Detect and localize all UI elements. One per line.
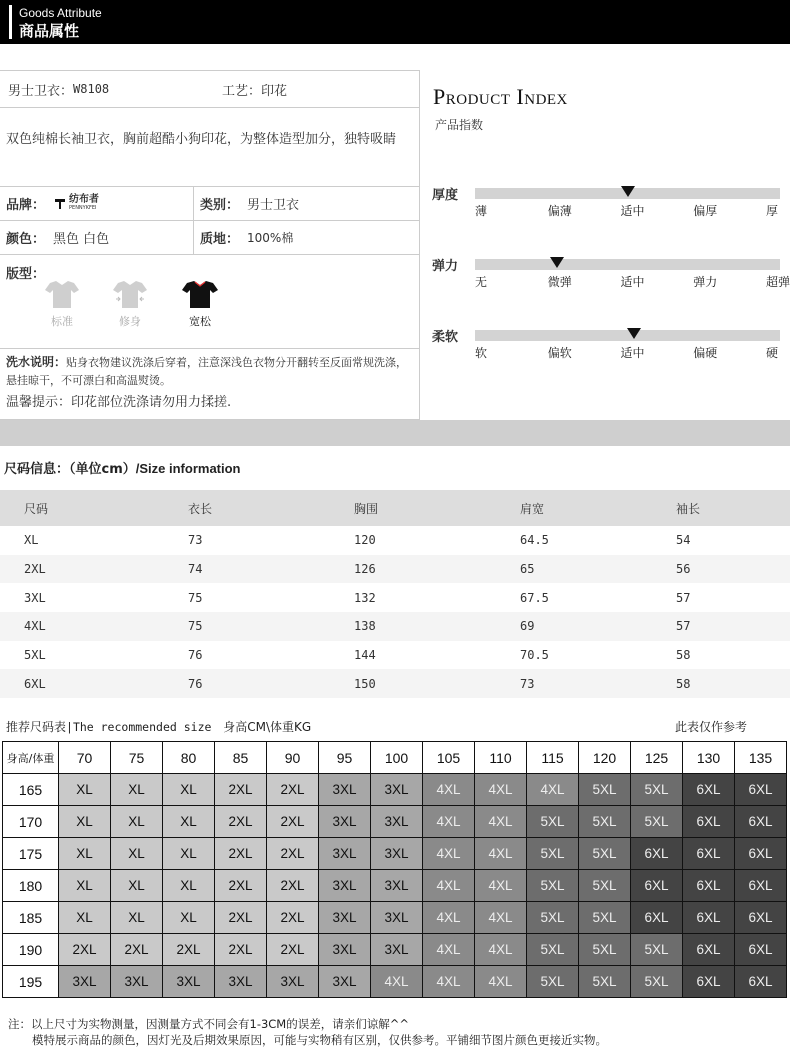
grid-weight-header: 100: [371, 742, 423, 774]
grid-size-cell: 3XL: [319, 838, 371, 870]
size-table-cell: 2XL: [24, 562, 46, 577]
grid-size-cell: 5XL: [527, 870, 579, 902]
footnote-line-1: 注：以上尺寸为实物测量，因测量方式不同会有1-3CM的误差，请亲们谅解^^: [8, 1017, 410, 1031]
fit-loose-label: 宽松: [189, 315, 211, 328]
grid-size-cell: 2XL: [215, 774, 267, 806]
grid-size-cell: XL: [111, 806, 163, 838]
color-value: 黑色 白色: [53, 232, 110, 247]
brand-cell: [6, 187, 194, 220]
grid-weight-header: 120: [579, 742, 631, 774]
category-cell: [200, 187, 299, 220]
grid-size-cell: 3XL: [319, 870, 371, 902]
grid-size-cell: XL: [163, 870, 215, 902]
recommend-title-unit: 身高CM\体重KG: [223, 720, 312, 734]
gauge-name: 厚度: [432, 188, 459, 203]
grid-size-cell: 2XL: [163, 934, 215, 966]
header-title-cn: 商品属性: [19, 22, 80, 40]
product-index-subtitle: 产品指数: [435, 118, 484, 132]
grid-row: [3, 934, 787, 966]
grid-size-cell: XL: [111, 902, 163, 934]
grid-size-cell: 3XL: [371, 934, 423, 966]
section-divider-bar: [0, 420, 790, 446]
grid-size-cell: 5XL: [527, 902, 579, 934]
grid-size-cell: 3XL: [215, 966, 267, 998]
size-table-cell: 57: [676, 590, 691, 605]
attr-row-brand: [0, 187, 419, 221]
wash-label: 洗水说明：: [6, 355, 67, 369]
grid-size-cell: 5XL: [631, 966, 683, 998]
gauge-tick: 超弹: [766, 275, 790, 289]
grid-height-header: 195: [3, 966, 59, 998]
size-table: [0, 490, 790, 698]
attr-row-product: [0, 71, 419, 108]
grid-size-cell: XL: [111, 870, 163, 902]
size-table-cell: 138: [354, 619, 376, 634]
grid-size-cell: 6XL: [735, 806, 787, 838]
grid-weight-header: 130: [683, 742, 735, 774]
shirt-loose-icon: [182, 279, 218, 309]
shirt-standard-icon: [44, 279, 80, 309]
fit-option-standard: [40, 279, 84, 329]
grid-weight-header: 110: [475, 742, 527, 774]
grid-size-cell: XL: [111, 774, 163, 806]
size-info-title-cn: 尺码信息：（单位cm）: [4, 462, 136, 477]
product-code: W8108: [73, 82, 110, 96]
wash-text: 贴身衣物建议洗涤后穿着，注意深浅色衣物分开翻转至反面常规洗涤，悬挂晾干，不可漂白和高温熨烫。: [6, 356, 408, 387]
grid-size-cell: 5XL: [527, 966, 579, 998]
grid-weight-header: 85: [215, 742, 267, 774]
grid-size-cell: XL: [59, 870, 111, 902]
recommend-title: [6, 718, 311, 735]
grid-size-cell: 4XL: [527, 774, 579, 806]
category-value: 男士卫衣: [247, 198, 300, 213]
size-table-cell: 57: [676, 619, 691, 634]
color-label: 颜色：: [6, 232, 46, 247]
grid-height-header: 175: [3, 838, 59, 870]
size-table-header-cell: 衣长: [188, 501, 213, 516]
care-tip: 温馨提示：印花部位洗涤请勿用力揉搓.: [6, 395, 232, 410]
grid-size-cell: 5XL: [579, 870, 631, 902]
grid-row: [3, 838, 787, 870]
header-accent-bar: [9, 5, 12, 39]
color-cell: [6, 221, 194, 254]
grid-size-cell: XL: [163, 806, 215, 838]
grid-size-cell: 3XL: [371, 902, 423, 934]
attribute-table: [0, 70, 420, 420]
size-table-cell: 4XL: [24, 619, 46, 634]
grid-height-header: 170: [3, 806, 59, 838]
craft-value: 印花: [261, 83, 288, 99]
grid-size-cell: 2XL: [111, 934, 163, 966]
grid-weight-header: 90: [267, 742, 319, 774]
size-table-cell: 76: [188, 676, 203, 691]
grid-size-cell: 3XL: [319, 902, 371, 934]
gauge-track: [475, 188, 780, 199]
header-title-en: Goods Attribute: [19, 6, 102, 20]
grid-size-cell: 5XL: [579, 838, 631, 870]
grid-size-cell: 3XL: [59, 966, 111, 998]
attr-row-fit: [0, 255, 419, 349]
grid-size-cell: 5XL: [527, 934, 579, 966]
size-table-cell: 75: [188, 590, 203, 605]
size-table-row: [0, 526, 790, 555]
grid-size-cell: 3XL: [371, 806, 423, 838]
section-header: [0, 0, 790, 44]
shirt-slim-icon: [112, 279, 148, 309]
gauge-tick: 硬: [766, 346, 779, 360]
grid-size-cell: 4XL: [475, 966, 527, 998]
grid-size-cell: 5XL: [579, 966, 631, 998]
grid-size-cell: 2XL: [267, 838, 319, 870]
grid-size-cell: 2XL: [267, 902, 319, 934]
grid-size-cell: XL: [59, 774, 111, 806]
grid-weight-header: 80: [163, 742, 215, 774]
grid-size-cell: 2XL: [215, 806, 267, 838]
grid-size-cell: XL: [163, 902, 215, 934]
gauge-track: [475, 330, 780, 341]
brand-sub: PENNYKFEI: [69, 204, 97, 211]
size-table-header-cell: 袖长: [676, 501, 701, 516]
grid-row: [3, 966, 787, 998]
gauge-tick: 厚: [766, 204, 779, 218]
grid-weight-header: 70: [59, 742, 111, 774]
grid-size-cell: 3XL: [319, 774, 371, 806]
gauge-tick: 偏硬: [693, 346, 718, 360]
gauge-tick: 偏软: [547, 346, 572, 360]
fit-option-loose: [178, 279, 222, 329]
grid-weight-header: 135: [735, 742, 787, 774]
grid-weight-header: 75: [111, 742, 163, 774]
grid-size-cell: 4XL: [423, 838, 475, 870]
grid-size-cell: 6XL: [735, 966, 787, 998]
size-table-cell: 65: [520, 562, 535, 577]
grid-size-cell: 3XL: [267, 966, 319, 998]
size-table-cell: 64.5: [520, 533, 549, 548]
gauge-name: 柔软: [432, 330, 459, 345]
grid-size-cell: 5XL: [579, 774, 631, 806]
category-label: 类别：: [200, 198, 240, 213]
attr-row-description: [0, 108, 419, 187]
brand-logo-icon: [53, 197, 67, 211]
grid-size-cell: 3XL: [163, 966, 215, 998]
material-value: 100%棉: [247, 231, 294, 245]
brand-label: 品牌：: [6, 198, 46, 213]
size-table-header-row: [0, 490, 790, 526]
size-table-cell: 54: [676, 533, 691, 548]
size-table-cell: 5XL: [24, 648, 46, 663]
gauge-tick: 适中: [620, 275, 645, 289]
grid-height-header: 190: [3, 934, 59, 966]
grid-size-cell: 4XL: [423, 966, 475, 998]
gauge-elasticity: [420, 255, 790, 295]
gauge-marker: [627, 328, 641, 339]
size-table-cell: 132: [354, 590, 376, 605]
grid-size-cell: 3XL: [111, 966, 163, 998]
fit-standard-label: 标准: [51, 315, 73, 328]
gauge-marker: [621, 186, 635, 197]
grid-weight-header: 115: [527, 742, 579, 774]
grid-size-cell: 5XL: [631, 774, 683, 806]
gauge-tick: 偏厚: [693, 204, 718, 218]
product-label: 男士卫衣：: [8, 83, 74, 99]
grid-size-cell: 6XL: [683, 806, 735, 838]
grid-size-cell: XL: [59, 838, 111, 870]
grid-height-header: 180: [3, 870, 59, 902]
material-cell: [200, 221, 293, 254]
grid-size-cell: 5XL: [527, 838, 579, 870]
size-table-row: [0, 612, 790, 641]
grid-size-cell: 6XL: [683, 934, 735, 966]
size-table-header-cell: 肩宽: [520, 501, 545, 516]
size-info-title-en: /Size information: [135, 461, 241, 476]
grid-size-cell: 5XL: [579, 806, 631, 838]
gauge-softness: [420, 326, 790, 366]
grid-size-cell: 6XL: [683, 966, 735, 998]
grid-size-cell: 3XL: [371, 838, 423, 870]
grid-size-cell: 6XL: [735, 774, 787, 806]
product-index-title: Product Index: [433, 84, 568, 109]
grid-corner-cell: 身高/体重: [3, 742, 59, 774]
material-label: 质地：: [200, 232, 240, 247]
grid-size-cell: 2XL: [215, 902, 267, 934]
brand-name: 纺布者: [69, 193, 100, 205]
gauge-marker: [550, 257, 564, 268]
grid-size-cell: 3XL: [319, 806, 371, 838]
size-table-cell: 56: [676, 562, 691, 577]
fit-label: 版型：: [6, 267, 46, 282]
size-table-row: [0, 641, 790, 670]
grid-size-cell: 3XL: [371, 774, 423, 806]
grid-size-cell: 2XL: [215, 870, 267, 902]
size-table-cell: 70.5: [520, 648, 549, 663]
grid-size-cell: 3XL: [371, 870, 423, 902]
gauge-tick: 适中: [620, 346, 645, 360]
grid-size-cell: 2XL: [215, 934, 267, 966]
recommend-title-en: |The recommended size: [66, 720, 212, 734]
craft-label: 工艺：: [222, 83, 262, 99]
size-table-cell: 58: [676, 676, 691, 691]
size-table-cell: 150: [354, 676, 376, 691]
grid-header-row: [3, 742, 787, 774]
size-table-cell: 67.5: [520, 590, 549, 605]
gauge-tick: 软: [475, 346, 488, 360]
grid-size-cell: 4XL: [475, 806, 527, 838]
attr-row-color: [0, 221, 419, 255]
fit-slim-label: 修身: [119, 315, 141, 328]
gauge-track: [475, 259, 780, 270]
size-table-cell: XL: [24, 533, 39, 548]
grid-size-cell: 3XL: [319, 934, 371, 966]
grid-size-cell: 4XL: [423, 774, 475, 806]
gauge-tick: 微弹: [547, 275, 572, 289]
grid-row: [3, 902, 787, 934]
grid-size-cell: 6XL: [735, 838, 787, 870]
grid-size-cell: 2XL: [267, 934, 319, 966]
grid-size-cell: 6XL: [631, 902, 683, 934]
gauge-tick: 偏薄: [547, 204, 572, 218]
grid-size-cell: 4XL: [475, 902, 527, 934]
grid-size-cell: 2XL: [267, 806, 319, 838]
size-table-cell: 120: [354, 533, 376, 548]
grid-size-cell: 5XL: [579, 902, 631, 934]
grid-size-cell: 6XL: [735, 870, 787, 902]
size-table-cell: 58: [676, 648, 691, 663]
grid-size-cell: 4XL: [423, 806, 475, 838]
grid-size-cell: 6XL: [631, 838, 683, 870]
grid-row: [3, 806, 787, 838]
grid-height-header: 165: [3, 774, 59, 806]
gauge-tick: 弹力: [693, 275, 718, 289]
grid-size-cell: 4XL: [475, 870, 527, 902]
product-code-cell: [8, 71, 109, 107]
grid-weight-header: 105: [423, 742, 475, 774]
size-table-header-cell: 胸围: [354, 501, 379, 516]
grid-height-header: 185: [3, 902, 59, 934]
size-table-cell: 74: [188, 562, 203, 577]
grid-size-cell: 5XL: [579, 934, 631, 966]
gauge-name: 弹力: [432, 259, 459, 274]
size-info-title: [4, 458, 241, 477]
grid-size-cell: 4XL: [475, 934, 527, 966]
product-description: 双色纯棉长袖卫衣，胸前超酷小狗印花，为整体造型加分，独特吸睛: [6, 132, 397, 147]
size-table-cell: 69: [520, 619, 535, 634]
grid-size-cell: XL: [111, 838, 163, 870]
grid-size-cell: 6XL: [735, 934, 787, 966]
grid-size-cell: 6XL: [735, 902, 787, 934]
grid-weight-header: 95: [319, 742, 371, 774]
grid-size-cell: 4XL: [475, 774, 527, 806]
size-table-cell: 73: [520, 676, 535, 691]
size-table-cell: 6XL: [24, 676, 46, 691]
size-table-cell: 3XL: [24, 590, 46, 605]
size-table-cell: 73: [188, 533, 203, 548]
grid-size-cell: XL: [163, 838, 215, 870]
grid-size-cell: 4XL: [423, 902, 475, 934]
recommend-title-cn: 推荐尺码表: [6, 720, 67, 734]
grid-size-cell: 6XL: [683, 902, 735, 934]
grid-size-cell: 2XL: [215, 838, 267, 870]
footnote: [8, 1016, 607, 1048]
grid-weight-header: 125: [631, 742, 683, 774]
gauge-tick: 无: [475, 275, 488, 289]
grid-size-cell: 6XL: [631, 870, 683, 902]
size-table-cell: 76: [188, 648, 203, 663]
recommended-size-grid: [2, 741, 787, 998]
grid-row: [3, 870, 787, 902]
fit-option-slim: [108, 279, 152, 329]
gauge-thickness: [420, 184, 790, 224]
grid-size-cell: 4XL: [423, 934, 475, 966]
grid-size-cell: 2XL: [267, 870, 319, 902]
grid-size-cell: 2XL: [267, 774, 319, 806]
grid-size-cell: 3XL: [319, 966, 371, 998]
grid-size-cell: XL: [163, 774, 215, 806]
grid-size-cell: 5XL: [631, 806, 683, 838]
attr-row-wash: [0, 349, 419, 421]
recommend-note: 此表仅作参考: [675, 720, 748, 734]
size-table-cell: 144: [354, 648, 376, 663]
grid-size-cell: 2XL: [59, 934, 111, 966]
size-table-cell: 75: [188, 619, 203, 634]
grid-size-cell: 4XL: [371, 966, 423, 998]
grid-size-cell: 6XL: [683, 774, 735, 806]
grid-size-cell: 5XL: [631, 934, 683, 966]
grid-size-cell: 4XL: [475, 838, 527, 870]
grid-size-cell: 4XL: [423, 870, 475, 902]
grid-size-cell: XL: [59, 902, 111, 934]
footnote-line-2: 模特展示商品的颜色，因灯光及后期效果原因，可能与实物稍有区别，仅供参考。平铺细节图片颜色更接近实物。: [32, 1033, 607, 1047]
grid-size-cell: 6XL: [683, 870, 735, 902]
grid-size-cell: XL: [59, 806, 111, 838]
size-table-cell: 126: [354, 562, 376, 577]
craft-cell: [222, 71, 287, 107]
gauge-tick: 薄: [475, 204, 488, 218]
brand-logo: [53, 195, 99, 213]
gauge-tick: 适中: [620, 204, 645, 218]
size-table-row: [0, 555, 790, 584]
size-table-row: [0, 669, 790, 698]
size-table-header-cell: 尺码: [24, 501, 49, 516]
grid-row: [3, 774, 787, 806]
size-table-row: [0, 583, 790, 612]
product-index-panel: [420, 70, 790, 420]
grid-size-cell: 6XL: [683, 838, 735, 870]
grid-size-cell: 5XL: [527, 806, 579, 838]
